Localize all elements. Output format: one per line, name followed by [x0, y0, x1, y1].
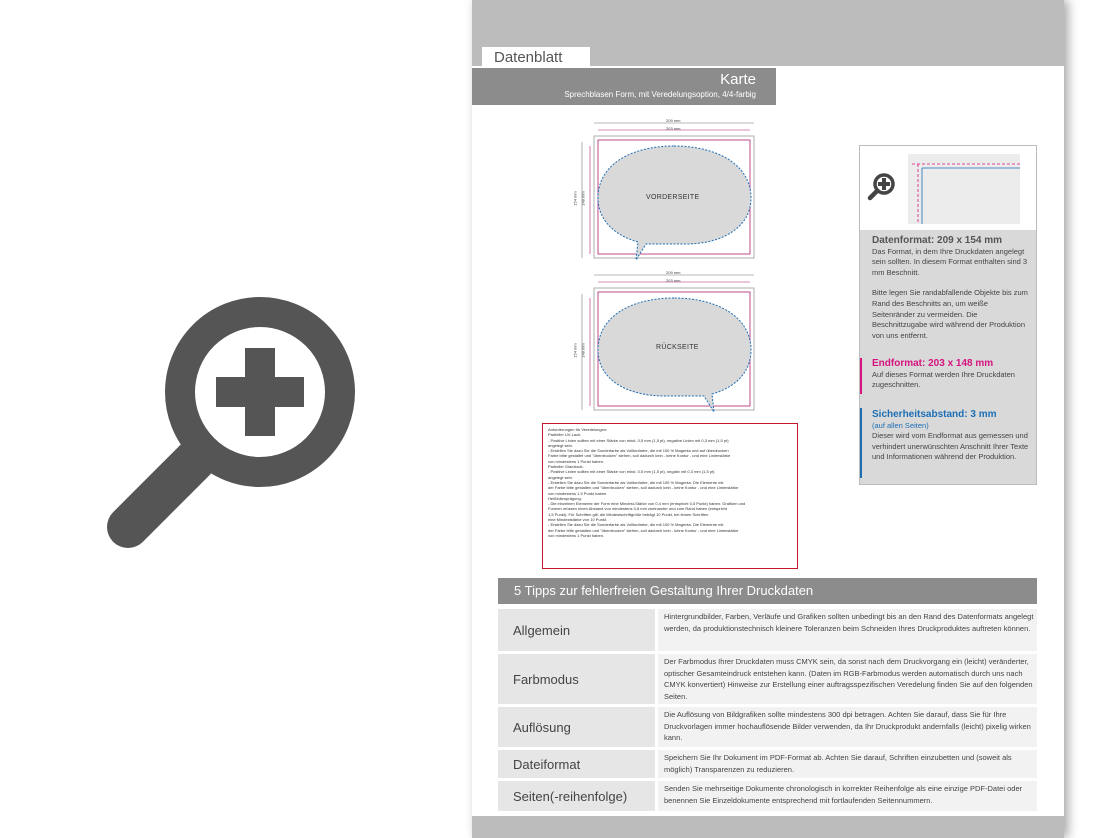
footer-band: [472, 816, 1064, 838]
safety-margin-text: Dieser wird vom Endformat aus gemessen und verhindert unerwünschten Anschnitt Ihrer Texte und Informationen während der Produktion.: [872, 431, 1029, 462]
format-illustration: [860, 146, 1036, 230]
front-speech-bubble: [576, 118, 756, 263]
front-height-inner: 148 mm: [580, 191, 586, 206]
front-height-outer: 154 mm: [572, 191, 578, 206]
end-format-marker: [860, 358, 862, 394]
datasheet-page: [472, 0, 1064, 838]
back-caption: RÜCKSEITE: [656, 344, 699, 351]
safety-margin-sub: (auf allen Seiten): [872, 420, 929, 430]
data-format-title: Datenformat: 209 x 154 mm: [872, 235, 1003, 246]
requirement-line: Formen müssen einen Abstand von mindestens 0,8 mm zueinander und zum Rand haben (entspricht: [548, 506, 727, 512]
requirement-line: der Farbe bitte gestalten und "überdrucken" stehen, soll dadurch kein - keine Kontur - und eine Linienstärke: [548, 485, 739, 491]
end-format-text: Auf dieses Format werden Ihre Druckdaten zugeschnitten.: [872, 369, 1015, 390]
tip-row-farbmodus: [498, 654, 1037, 704]
back-height-outer: 154 mm: [572, 343, 578, 358]
data-format-text-2: Bitte legen Sie randabfallende Objekte bis zum Rand des Beschnitts an, um weiße Seitenränder zu vermeiden. Die Beschnittzugabe wird während der Produktion von uns entfernt.: [872, 288, 1028, 340]
requirement-line: Heißfolienprägung:: [548, 495, 582, 501]
end-format-title: Endformat: 203 x 148 mm: [872, 358, 994, 369]
tip-text: Hintergrundbilder, Farben, Verläufe und Grafiken sollten unbedingt bis an den Rand des Datenformats angelegt werden, da produktionstechnisch kleinere Toleranzen beim Schneiden Ihres Druckproduktes auftreten können.: [664, 612, 1034, 633]
tip-row-seitenreihenfolge: [498, 781, 1037, 811]
tip-text: Die Auflösung von Bildgrafiken sollte mindestens 300 dpi betragen. Achten Sie darauf, dass Sie für Ihre Druckvorlagen immer hochauflösende Bilder verwenden, da Ihr Druckprodukt andernfalls (leicht) pixelig wirken kann.: [664, 710, 1031, 742]
requirement-line: von mindestens 1,5 Punkt haben.: [548, 490, 608, 496]
product-subtitle: Sprechblasen Form, mit Veredelungsoption, 4/4-farbig: [564, 90, 756, 99]
tip-text: Senden Sie mehrseitige Dokumente chronologisch in korrekter Reihenfolge als eine einzige PDF-Datei oder benennen Sie Einzeldokumente entsprechend mit fortlaufenden Seitennummern.: [664, 784, 1023, 805]
tip-label: Auflösung: [498, 707, 655, 747]
end-format-section: [872, 359, 1032, 391]
safety-margin-title: Sicherheitsabstand: 3 mm: [872, 409, 997, 420]
front-width-outer: 209 mm: [666, 118, 681, 123]
safety-margin-marker: [860, 408, 862, 478]
data-format-section: [872, 236, 1032, 341]
format-thumbnail: [860, 146, 1036, 230]
finishing-requirements-box: [542, 423, 798, 569]
tip-text: Der Farbmodus Ihrer Druckdaten muss CMYK sein, da sonst nach dem Druckvorgang ein (leicht) veränderter, optischer Gesamteindruck entstehen kann. (Daten im RGB-Farbmodus werden automatisch durch uns nach CMYK konvertiert) Hinweise zur Erstellung einer auftragsspezifischen Veredelung finden Sie auf den folgenden Seiten.: [664, 657, 1033, 701]
requirement-line: - Erstellen Sie dazu Sie die Sonderfarbe als Volltonfarbe, die mit 100 % Magenta. Die Elemente mit: [548, 522, 724, 528]
requirement-line: eine Mindeststärke von 10 Punkt.: [548, 517, 608, 523]
requirement-line: - Positive Linien sollten mit einer Stärke von mind. 0,5 mm (1,5 pt), negativ mit 0,3 mm (1,5 pt): [548, 469, 715, 475]
tip-text: Speichern Sie Ihr Dokument im PDF-Format ab. Achten Sie darauf, Schriften einzubetten und (soweit als möglich) Transparenzen zu reduzieren.: [664, 753, 1012, 774]
requirement-line: der Farbe bitte gestalten und "überdrucken" stehen, soll dadurch kein - keine Kontur - und eine Linienstärke: [548, 527, 739, 533]
requirement-line: - Positive Linien sollten mit einer Stärke von mind. 0,5 mm (1,5 pt), negative Linien mit 0,3 mm (1,5 pt): [548, 437, 729, 443]
datasheet-label: Datenblatt: [482, 47, 590, 68]
tip-label: Dateiformat: [498, 750, 655, 778]
back-height-inner: 148 mm: [580, 343, 586, 358]
back-speech-bubble: [576, 270, 756, 415]
requirement-line: - Erstellen Sie dazu Sie die Sonderfarbe als Volltonfarbe, die mit 100 % Magenta. Die Elemente mit: [548, 479, 724, 485]
tip-row-allgemein: [498, 609, 1037, 651]
tip-label: Allgemein: [498, 609, 655, 651]
front-width-inner: 203 mm: [666, 126, 681, 131]
safety-margin-section: [872, 410, 1032, 463]
tip-row-dateiformat: [498, 750, 1037, 778]
requirement-line: - Die einzelnen Elemente der Form eine Mindest-Stärke von 0,4 mm (entspricht 0,5 Punkt) haben. Grafiken und: [548, 501, 746, 507]
requirement-line: von mindestens 1 Punkt haben.: [548, 532, 605, 538]
requirement-line: Partieller UV-Lack:: [548, 432, 582, 438]
requirement-line: Anforderungen für Veredelungen:: [548, 427, 608, 432]
tips-heading: 5 Tipps zur fehlerfreien Gestaltung Ihrer Druckdaten: [498, 578, 1037, 604]
tip-label: Farbmodus: [498, 654, 655, 704]
requirement-line: angelegt sein.: [548, 442, 573, 448]
data-format-text: Das Format, in dem Ihre Druckdaten angelegt sein sollten. In diesem Format enthalten sind 3 mm Beschnitt.: [872, 246, 1028, 277]
back-side-diagram: [572, 270, 756, 415]
title-band: [472, 68, 776, 105]
back-width-outer: 209 mm: [666, 270, 681, 275]
requirement-line: angelegt sein.: [548, 474, 573, 480]
tip-label: Seiten(-reihenfolge): [498, 781, 655, 811]
requirement-line: 1,5 Punkt). Für Schriften gilt: die Mindestschriftgröße beträgt 10 Punkt, bei feinen Schriften: [548, 511, 709, 517]
requirement-line: Farbe bitte gestaltet und "überdrucken" stehen, soll dadurch kein - keine Kontur - und eine Linienstärke: [548, 453, 731, 459]
back-width-inner: 203 mm: [666, 278, 681, 283]
tip-row-aufloesung: [498, 707, 1037, 747]
zoom-in-icon[interactable]: [100, 290, 360, 550]
product-title: Karte: [720, 71, 756, 88]
requirement-line: Partieller Glanzlack:: [548, 464, 584, 470]
front-side-diagram: [572, 118, 756, 263]
requirement-line: von mindestens 1 Punkt haben.: [548, 458, 605, 464]
format-info-box: [859, 145, 1037, 485]
front-caption: VORDERSEITE: [646, 194, 700, 201]
requirement-line: - Erstellen Sie dazu Sie die Sonderfarbe als Volltonfarbe, die mit 100 % Magenta und auf überdrucken: [548, 448, 729, 454]
